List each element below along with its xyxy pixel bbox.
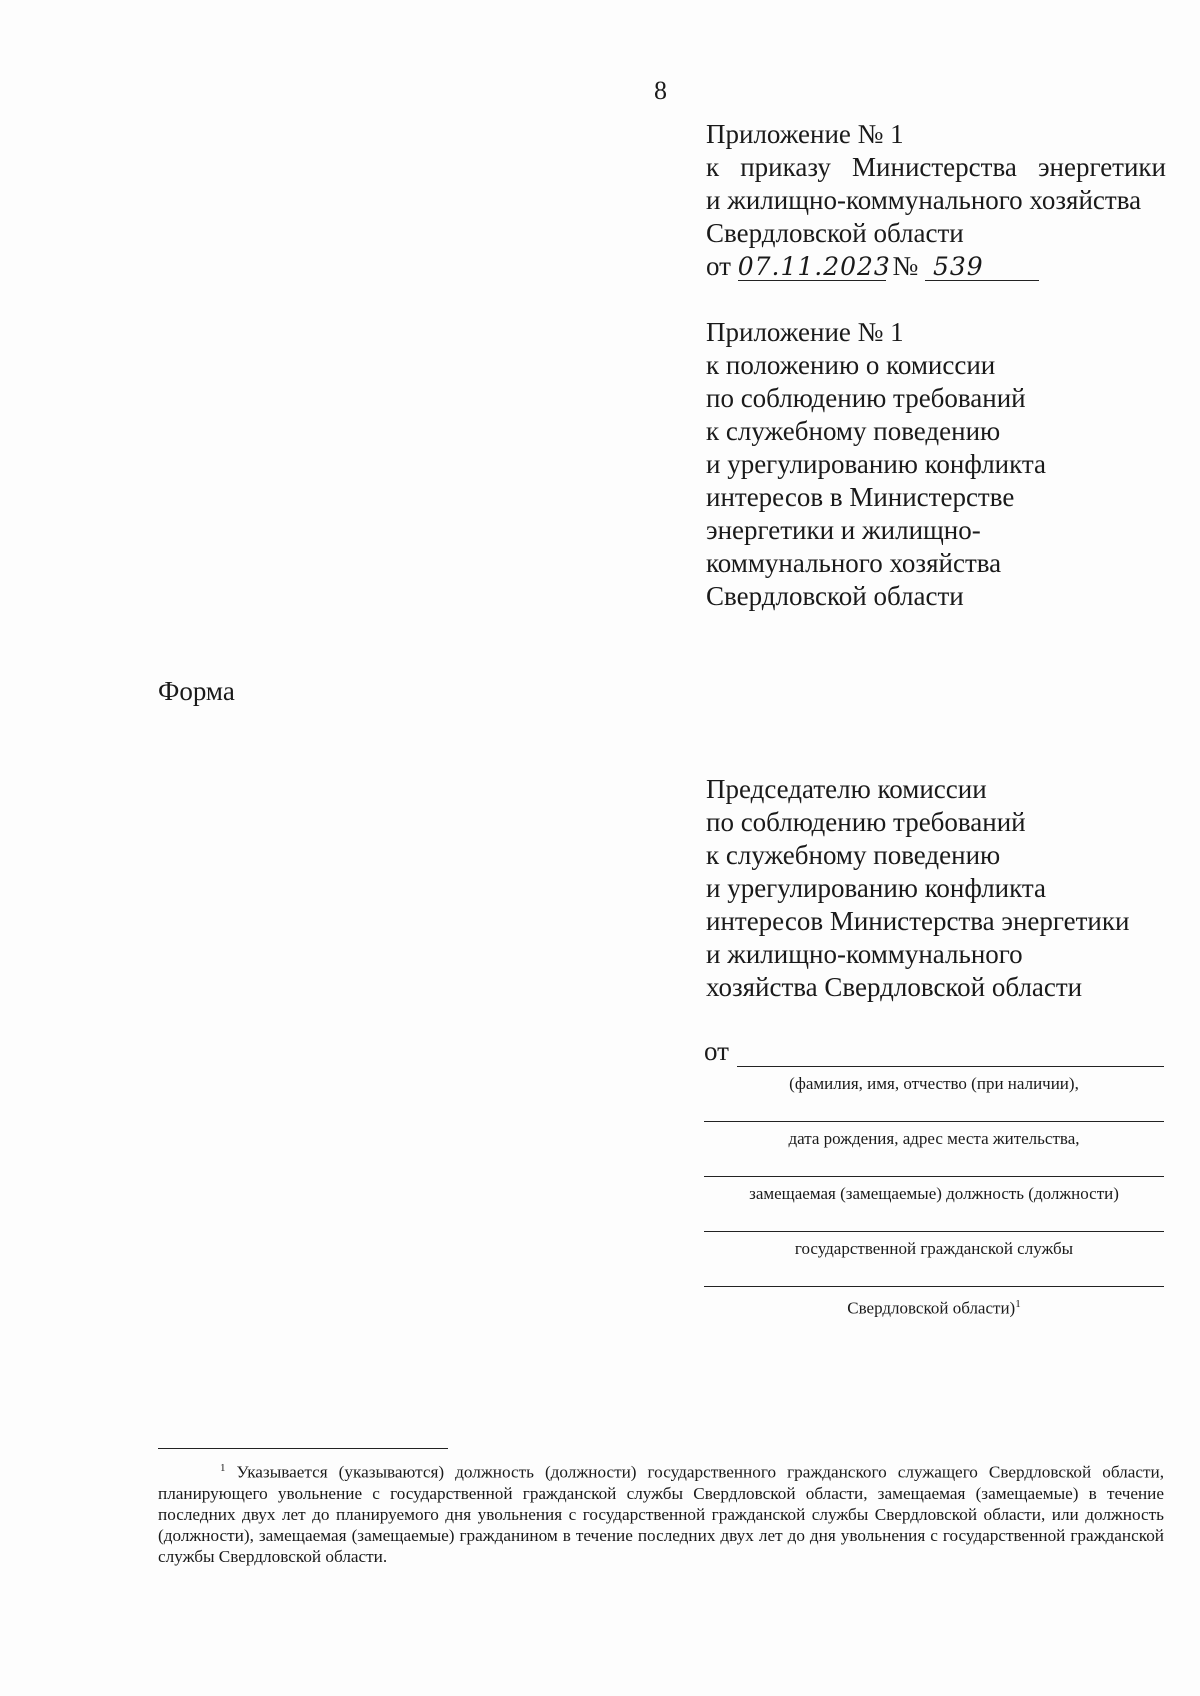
from-prefix: от (704, 1036, 729, 1066)
regulation-appendix-header (706, 316, 1046, 613)
field-caption-service: государственной гражданской службы (794, 1239, 1074, 1258)
word: приказу (740, 152, 831, 182)
regulation-line: Свердловской области (706, 581, 964, 611)
regulation-line: по соблюдению требований (706, 383, 1026, 413)
footnote-separator (158, 1448, 448, 1449)
order-appendix-title: Приложение № 1 (706, 119, 904, 149)
field-caption-region (704, 1293, 1164, 1320)
addressee-line: интересов Министерства энергетики (706, 906, 1130, 936)
word: Министерства (852, 152, 1017, 182)
addressee-line: и урегулированию конфликта (706, 873, 1047, 903)
field-caption-name: (фамилия, имя, отчество (при наличии), (789, 1074, 1079, 1093)
page-number: 8 (654, 76, 667, 105)
fill-in-line (704, 1205, 1164, 1232)
number-label: № (892, 251, 919, 281)
footnote-reference: 1 (1015, 1298, 1021, 1310)
word: к (706, 152, 720, 182)
handwritten-date: 07.11.2023 (737, 252, 891, 281)
fill-in-line (704, 1260, 1164, 1287)
regulation-line: к положению о комиссии (706, 350, 996, 380)
sender-fields (704, 1037, 1164, 1320)
footnote-marker: 1 (220, 1462, 226, 1474)
regulation-line: энергетики и жилищно- (706, 515, 981, 545)
addressee-line: к служебному поведению (706, 840, 1001, 870)
addressee-block (706, 773, 1129, 1004)
fill-in-line (704, 1095, 1164, 1122)
fill-in-line (737, 1044, 1164, 1067)
order-date-number-line (706, 250, 1166, 283)
word: энергетики (1037, 152, 1166, 182)
addressee-line: по соблюдению требований (706, 807, 1026, 837)
order-appendix-line-2 (706, 151, 1166, 184)
field-caption-position: замещаемая (замещаемые) должность (должности) (749, 1184, 1119, 1203)
addressee-line: хозяйства Свердловской области (706, 972, 1083, 1002)
date-prefix: от (706, 251, 731, 281)
order-appendix-header (706, 118, 1166, 283)
form-label: Форма (158, 676, 235, 706)
regulation-line: и урегулированию конфликта (706, 449, 1047, 479)
footnote-text: Указывается (указываются) должность (должности) государственного гражданского служащего Свердловской области, планирующего увольнение с государственной гражданской службы Свердловской области, замещаемая (замещаемые) в течение последних двух лет до планируемого дня увольнения с государственной гражданской службы Свердловской области, или должность (должности), замещаемая (замещаемые) гражданином в течение последних двух лет до дня увольнения с государственной гражданской службы Свердловской области. (158, 1462, 1165, 1566)
regulation-line: интересов в Министерстве (706, 482, 1015, 512)
handwritten-number: 539 (925, 254, 1039, 281)
field-caption-birth-address: дата рождения, адрес места жительства, (788, 1129, 1080, 1148)
sender-line (704, 1037, 1164, 1067)
addressee-line: Председателю комиссии (706, 774, 987, 804)
caption-text: Свердловской области) (847, 1298, 1016, 1318)
order-appendix-line-4: Свердловской области (706, 218, 964, 248)
order-appendix-line-3: и жилищно-коммунального хозяйства (706, 185, 1142, 215)
regulation-line: коммунального хозяйства (706, 548, 1002, 578)
fill-in-line (704, 1150, 1164, 1177)
regulation-line: Приложение № 1 (706, 317, 904, 347)
regulation-line: к служебному поведению (706, 416, 1001, 446)
footnote (158, 1458, 1164, 1567)
addressee-line: и жилищно-коммунального (706, 939, 1023, 969)
